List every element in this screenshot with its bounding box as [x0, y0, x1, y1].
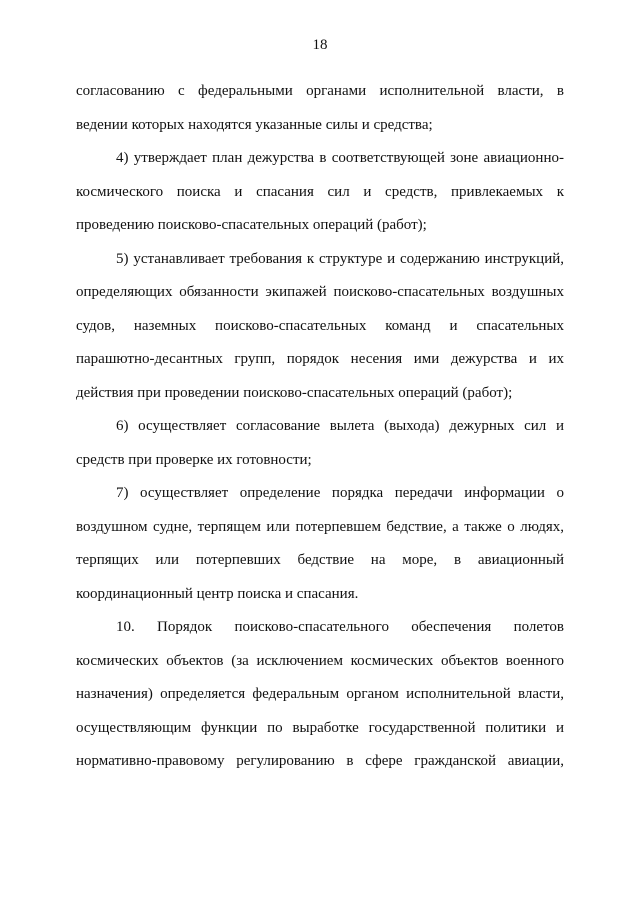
text-line: осуществляющим функции по выработке государственной политики и — [76, 719, 564, 736]
text-line: космических объектов (за исключением космических объектов военного — [76, 652, 564, 669]
text-line: координационный центр поиска и спасания. — [76, 585, 359, 602]
text-line: согласованию с федеральными органами исполнительной власти, в — [76, 83, 564, 99]
text-line: 6) осуществляет согласование вылета (выхода) дежурных сил и — [116, 418, 564, 434]
text-line: 5) устанавливает требования к структуре и содержанию инструкций, — [116, 250, 564, 267]
text-line: нормативно-правовому регулированию в сфере гражданской авиации, — [76, 753, 564, 769]
page-number: 18 — [312, 37, 328, 53]
text-line: определяющих обязанности экипажей поисково-спасательных воздушных — [76, 284, 564, 300]
document-body-text — [76, 75, 564, 779]
text-line: воздушном судне, терпящем или потерпевшем бедствие, а также о людях, — [76, 518, 564, 535]
text-line: 4) утверждает план дежурства в соответствующей зоне авиационно- — [116, 150, 564, 166]
text-line: 10. Порядок поисково-спасательного обеспечения полетов — [116, 619, 564, 635]
text-line: проведению поисково-спасательных операций (работ); — [76, 217, 427, 233]
text-line: действия при проведении поисково-спасательных операций (работ); — [76, 384, 513, 401]
text-line: 7) осуществляет определение порядка передачи информации о — [116, 485, 564, 501]
text-line: средств при проверке их готовности; — [76, 451, 312, 468]
text-line: парашютно-десантных групп, порядок несения ими дежурства и их — [76, 351, 564, 367]
text-line: назначения) определяется федеральным органом исполнительной власти, — [76, 686, 564, 702]
text-line: ведении которых находятся указанные силы и средства; — [76, 116, 433, 133]
text-line: космического поиска и спасания сил и средств, привлекаемых к — [76, 183, 564, 200]
text-line: терпящих или потерпевших бедствие на море, в авиационный — [76, 552, 564, 568]
text-line: судов, наземных поисково-спасательных команд и спасательных — [76, 317, 564, 334]
